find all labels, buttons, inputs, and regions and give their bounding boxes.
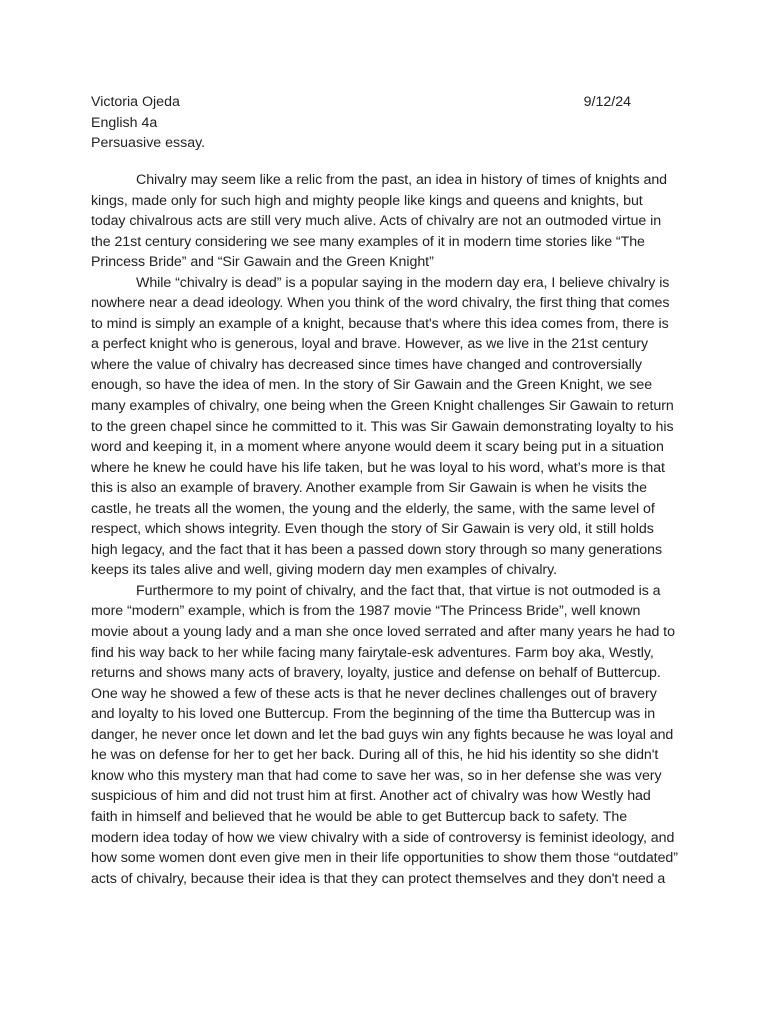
paragraph-intro: Chivalry may seem like a relic from the past, an idea in history of times of knights and kings, made only for such high and mighty people like kings and queens and knights, but today chivalrous acts are still very much alive. Acts of chivalry are not an outmoded virtue in the 21st century considering we see many examples of it in modern time stories like “The Princess Bride” and “Sir Gawain and the Green Knight” <box>91 172 668 271</box>
paragraph-sir-gawain: While “chivalry is dead” is a popular saying in the modern day era, I believe chivalry is nowhere near a dead ideology. When you think of the word chivalry, the first thing that comes to mind is simply an example of a knight, because that's where this idea comes from, there is a perfect knight who is generous, loyal and brave. However, as we live in the 21st century where the value of chivalry has decreased since times have changed and controversially enough, so have the idea of men. In the story of Sir Gawain and the Green Knight, we see many examples of chivalry, one being when the Green Knight challenges Sir Gawain to return to the green chapel since he committed to it. This was Sir Gawain demonstrating loyalty to his word and keeping it, in a moment where anyone would deem it scary being put in a situation where he knew he could have his life taken, but he was loyal to his word, what’s more is that this is also an example of bravery. Another example from Sir Gawain is when he visits the castle, he treats all the women, the young and the elderly, the same, with the same level of respect, which shows integrity. Even though the story of Sir Gawain is very old, it still holds high legacy, and the fact that it has been a passed down story through so many generations keeps its tales alive and well, giving modern day men examples of chivalry. <box>91 274 674 579</box>
essay-header <box>91 92 631 154</box>
paragraph-princess-bride: Furthermore to my point of chivalry, and the fact that, that virtue is not outmoded is a more “modern” example, which is from the 1987 movie “The Princess Bride”, well known movie about a young lady and a man she once loved serrated and after many years he had to find his way back to her while facing many fairytale-esk adventures. Farm boy aka, Westly, returns and shows many acts of bravery, loyalty, justice and defense on behalf of Buttercup. One way he showed a few of these acts is that he never declines challenges out of bravery and loyalty to his loved one Buttercup. From the beginning of the time tha Buttercup was in danger, he never once let down and let the bad guys win any fights because he was loyal and he was on defense for her to get her back. During all of this, he hid his identity so she didn't know who this mystery man that had come to save her was, so in her defense she was very suspicious of him and did not trust him at first. Another act of chivalry was how Westly had faith in himself and believed that he would be able to get Buttercup back to safety. The modern idea today of how we view chivalry with a side of controversy is feminist ideology, and how some women dont even give men in their life opportunities to show them those “outdated” acts of chivalry, because their idea is that they can protect themselves and they don't need a <box>91 582 678 887</box>
essay-date: 9/12/24 <box>583 94 631 110</box>
author-name: Victoria Ojeda <box>91 94 180 110</box>
assignment-type: Persuasive essay. <box>91 135 206 152</box>
essay-body <box>91 170 678 889</box>
header-row <box>91 92 631 113</box>
course-name: English 4a <box>91 114 158 131</box>
